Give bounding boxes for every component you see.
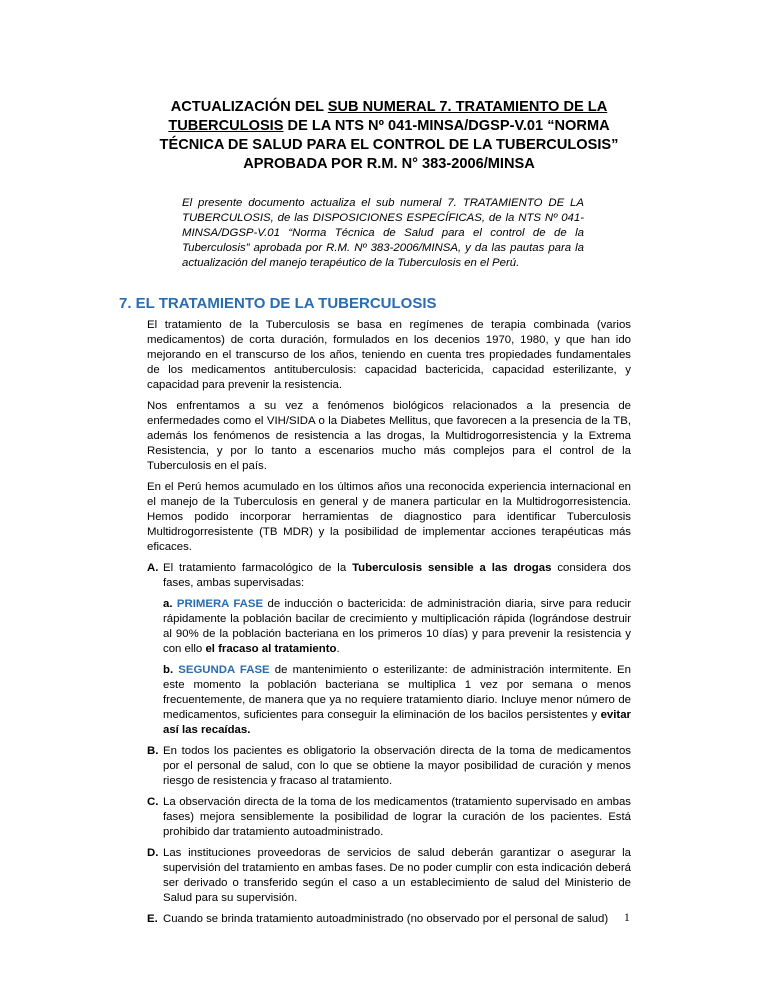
list-letter: A. bbox=[147, 562, 159, 574]
paragraph-2: Nos enfrentamos a su vez a fenómenos biológicos relacionados a la presencia de enfermedades como el VIH/SIDA o la Diabetes Mellitus, que favorecen a la presencia de la TB, además los fenómenos de resistencia a las drogas, la Multidrogorresistencia y la Extrema Resistencia, y por lo tanto a escenarios mucho más complejos para el control de la Tuberculosis en el país. bbox=[147, 400, 631, 472]
title-underlined-part-2: TUBERCULOSIS bbox=[168, 118, 284, 134]
document-title bbox=[140, 98, 638, 174]
list-item-b: B. En todos los pacientes es obligatorio la observación directa de la toma de medicamentos por el personal de salud, con lo que se obtiene la mayor posibilidad de curación y menos riesgo de resistencia y fracaso al tratamiento. bbox=[147, 745, 631, 787]
section-heading: 7. EL TRATAMIENTO DE LA TUBERCULOSIS bbox=[119, 295, 437, 312]
title-line-4: APROBADA POR R.M. N° 383-2006/MINSA bbox=[243, 156, 535, 172]
title-line-3: TÉCNICA DE SALUD PARA EL CONTROL DE LA TUBERCULOSIS” bbox=[159, 137, 619, 153]
title-underlined-part-1: SUB NUMERAL 7. TRATAMIENTO DE LA bbox=[327, 99, 608, 115]
sub-item-a: a. PRIMERA FASE de inducción o bactericida: de administración diaria, sirve para reducir rápidamente la población bacilar de crecimiento y multiplicación rápida (lográndose destruir al 90% de la población bacteriana en los primeros 10 días) y para prevenir la resistencia y con ello el fracaso al tratamiento. bbox=[163, 598, 631, 655]
title-line-1: ACTUALIZACIÓN DEL SUB NUMERAL 7. TRATAMIENTO DE LA bbox=[170, 99, 608, 115]
paragraph-1: El tratamiento de la Tuberculosis se basa en regímenes de terapia combinada (varios medicamentos) de corta duración, formulados en los decenios 1970, 1980, y que han ido mejorando en el transcurso de los años, teniendo en cuenta tres propiedades fundamentales de los medicamentos antituberculosis: capacidad bactericida, capacidad esterilizante, y capacidad para prevenir la resistencia. bbox=[147, 319, 631, 391]
list-letter: B. bbox=[147, 745, 159, 757]
page-number: 1 bbox=[624, 912, 630, 924]
paragraph-3: En el Perú hemos acumulado en los últimos años una reconocida experiencia internacional en el manejo de la Tuberculosis en general y de manera particular en la Multidrogorresistencia. Hemos podido incorporar herramientas de diagnostico para identificar Tuberculosis Multidrogorresistente (TB MDR) y la posibilidad de implementar acciones terapéuticas más eficaces. bbox=[147, 481, 631, 553]
phase-label: SEGUNDA FASE bbox=[178, 664, 270, 676]
list-item-d: D. Las instituciones proveedoras de servicios de salud deberán garantizar o asegurar la supervisión del tratamiento en ambas fases. De no poder cumplir con esta indicación deberá ser derivado o transferido según el caso a un establecimiento de salud del Ministerio de Salud para su supervisión. bbox=[147, 847, 631, 904]
title-line-2: TUBERCULOSIS DE LA NTS Nº 041-MINSA/DGSP-V.01 “NORMA bbox=[168, 118, 610, 134]
intro-paragraph: El presente documento actualiza el sub numeral 7. TRATAMIENTO DE LA TUBERCULOSIS, de las DISPOSICIONES ESPECÍFICAS, de la NTS Nº 041-MINSA/DGSP-V.01 “Norma Técnica de Salud para el control de de la Tuberculosis” aprobada por R.M. Nº 383-2006/MINSA, y da las pautas para la actualización del manejo terapéutico de la Tuberculosis en el Perú. bbox=[182, 197, 584, 269]
phase-label: PRIMERA FASE bbox=[176, 598, 264, 610]
list-letter: C. bbox=[147, 796, 159, 808]
list-item-e: E. Cuando se brinda tratamiento autoadministrado (no observado por el personal de salud) bbox=[147, 913, 609, 925]
section-body bbox=[147, 318, 631, 933]
item-a-intro: El tratamiento farmacológico de la Tuberculosis sensible a las drogas considera dos fases, ambas supervisadas: bbox=[163, 562, 631, 589]
list-letter: D. bbox=[147, 847, 159, 859]
sub-item-b: b. SEGUNDA FASE de mantenimiento o esterilizante: de administración intermitente. En este momento la población bacteriana se multiplica 1 vez por semana o menos frecuentemente, de manera que ya no requiere tratamiento diario. Incluye menor número de medicamentos, suficientes para conseguir la eliminación de los bacilos persistentes y evitar así las recaídas. bbox=[163, 664, 631, 736]
list-letter: E. bbox=[147, 913, 158, 925]
list-item-a bbox=[147, 561, 631, 738]
list-item-c: C. La observación directa de la toma de los medicamentos (tratamiento supervisado en ambas fases) mejora sensiblemente la posibilidad de lograr la curación de los pacientes. Está prohibido dar tratamiento autoadministrado. bbox=[147, 796, 631, 838]
